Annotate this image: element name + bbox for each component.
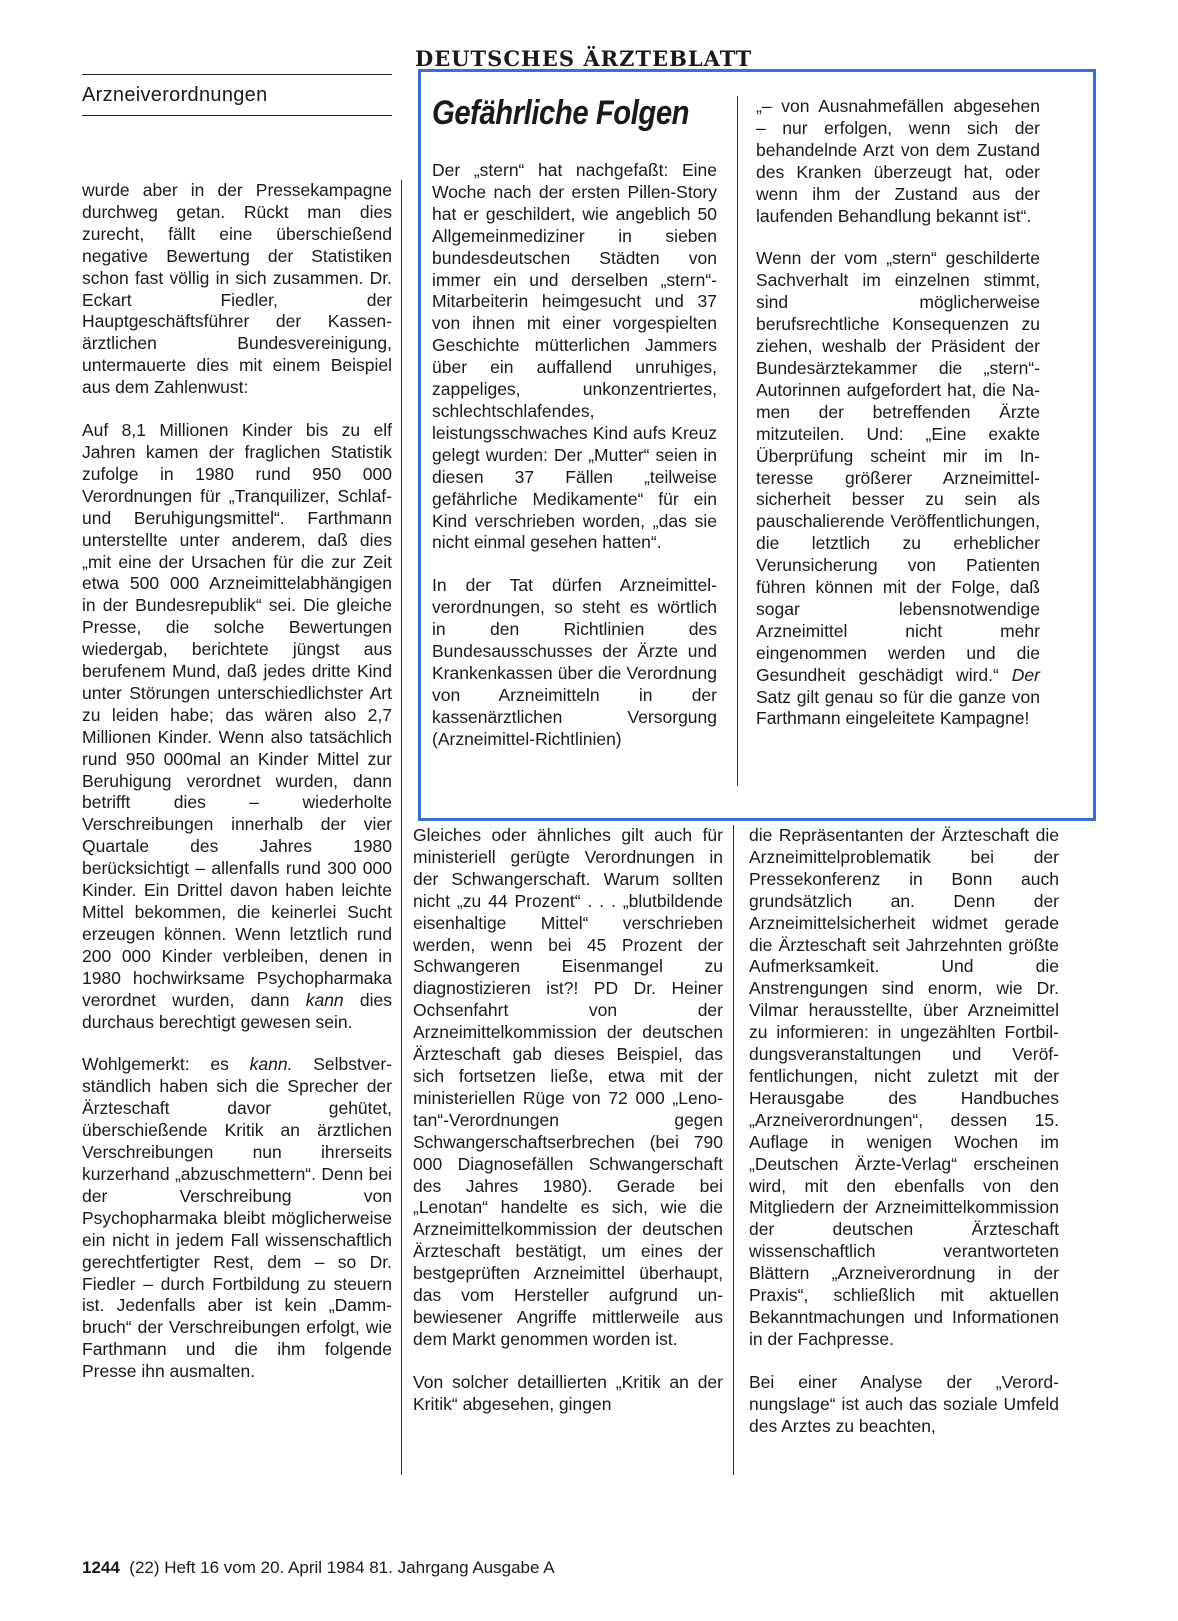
footer [82,1558,555,1578]
box-paragraph-4: Wenn der vom „stern“ geschilderte Sachverhalt im einzelnen stimmt, sind möglicherweise berufsrechtliche Konsequenzen zu ziehen, weshalb der Präsident der Bundesärztekammer die „stern“-Autorinnen aufgefordert hat, die Namen der betreffenden Ärzte mitzuteilen. Und: „Eine exakte Überprüfung scheint mir im Interesse größerer Arzneimittelsicherheit besser zu sein als pauschalierende Veröffentlichungen, die letztlich zu erheblicher Verunsicherung von Patienten führen können mit der Folge, daß sogar lebensnotwendige Arzneimittel nicht mehr eingenommen werden und die Gesundheit geschädigt wird.“ Der Satz gilt genau so für die ganze von Farthmann eingeleitete Kampagne! [756,248,1040,729]
box-paragraph-3: „– von Ausnahmefällen abgesehen – nur erfolgen, wenn sich der behandelnde Arzt von dem Zustand des Kranken überzeugt hat, oder wenn ihm der Zustand aus der laufenden Behandlung bekannt ist“. [756,96,1040,226]
middle-paragraph-2: Von solcher detaillierten „Kritik an der Kritik“ abgesehen, gingen [413,1371,723,1414]
box-title: Gefährliche Folgen [432,94,690,132]
page-number: 1244 [82,1558,120,1577]
box-column-divider [737,96,738,786]
column-divider-left [401,180,402,1475]
section-label: Arzneiverordnungen [82,84,268,106]
issue-info: (22) Heft 16 vom 20. April 1984 81. Jahrgang Ausgabe A [129,1558,555,1577]
header-rule-bottom [82,115,392,116]
right-paragraph-2: Bei einer Analyse der „Verordnungslage“ ist auch das soziale Umfeld des Arztes zu beachten, [749,1371,1059,1436]
box-column-1 [432,160,717,772]
box-column-2 [756,96,1040,751]
left-paragraph-2: Auf 8,1 Millionen Kinder bis zu elf Jahren kamen der fraglichen Statistik zufolge in 1980 rund 950 000 Verordnungen für „Tranquilizer, Schlaf- und Beruhigungsmittel“. Farthmann unterstellte unter anderem, daß dies „mit eine der Ursachen für die zur Zeit etwa 500 000 Arzneimittelabhängigen in der Bundesrepublik“ sei. Die gleiche Presse, die solche Bewertungen wiedergab, berichtete jüngst aus berufenem Mund, daß jedes dritte Kind unter Störungen unterschiedlichster Art zu leiden habe; das wären also 2,7 Millionen Kinder. Wenn also tatsächlich rund 950 000mal an Kinder Mittel zur Beruhigung verordnet wurden, dann betrifft dies – wiederholte Verschreibungen innerhalb der vier Quartale des Jahres 1980 berücksichtigt – allenfalls rund 300 000 Kinder. Ein Drittel davon haben leichte Mittel bekommen, die keinerlei Sucht erzeugen können. Wenn letztlich rund 200 000 Kinder verbleiben, denen in 1980 hochwirksame Psychopharmaka verordnet wurden, dann kann dies durchaus berechtigt gewesen sein. [82,420,392,1032]
middle-column [413,825,723,1437]
left-column [82,180,392,1404]
header-rule-top [82,74,392,75]
column-divider-right [733,825,734,1475]
left-paragraph-1: wurde aber in der Pressekampagne durchweg getan. Rückt man dies zurecht, fällt eine überschießend negative Bewertung der Statistiken schon fast völlig in sich zusammen. Dr. Eckart Fiedler, der Hauptgeschäftsführer der Kassenärztlichen Bundesvereinigung, untermauerte dies mit einem Beispiel aus dem Zahlenwust: [82,180,392,398]
right-paragraph-1: die Repräsentanten der Ärzteschaft die Arzneimittelproblematik bei der Pressekonferenz in Bonn auch grundsätzlich an. Denn der Arzneimittelsicherheit widmet gerade die Ärzteschaft seit Jahrzehnten größte Aufmerksamkeit. Und die Anstrengungen sind enorm, wie Dr. Vilmar herausstellte, über Arzneimittel zu informieren: in ungezählten Fortbildungsveranstaltungen und Veröffentlichungen, nicht zuletzt mit der Herausgabe des Handbuches „Arzneiverordnungen“, dessen 15. Auflage in wenigen Wochen im „Deutschen Ärzte-Verlag“ erscheinen wird, mit den ebenfalls von den Mitgliedern der Arzneimittelkommission der deutschen Ärzteschaft wissenschaftlich verantworteten Blättern „Arzneiverordnung in der Praxis“, schließlich mit aktuellen Bekanntmachungen und Informationen in der Fachpresse. [749,825,1059,1349]
right-column [749,825,1059,1458]
masthead: DEUTSCHES ÄRZTEBLATT [415,46,753,71]
box-paragraph-1: Der „stern“ hat nachgefaßt: Eine Woche nach der ersten Pillen-Story hat er geschildert, wie angeblich 50 Allgemeinmediziner in sieben bundesdeutschen Städten von immer ein und derselben „stern“-Mitarbeiterin heimgesucht und 37 von ihnen mit einer vorgespielten Geschichte mütterlichen Jammers über ein auffallend unruhiges, zappeliges, unkonzentriertes, schlechtschlafendes, leistungsschwaches Kind aufs Kreuz gelegt wurden: Der „Mutter“ seien in diesen 37 Fällen „teilweise gefährliche Medikamente“ für ein Kind verschrieben worden, „das sie nicht einmal gesehen hatten“. [432,160,717,553]
middle-paragraph-1: Gleiches oder ähnliches gilt auch für ministeriell gerügte Verordnungen in der Schwangerschaft. Warum sollten nicht „zu 44 Prozent“ . . . „blutbildende eisenhaltige Mittel“ verschrieben werden, wenn bei 45 Prozent der Schwangeren Eisenmangel zu diagnostizieren ist?! PD Dr. Heiner Ochsenfahrt von der Arzneimittelkommission der deutschen Ärzteschaft gab dieses Beispiel, das sich fortsetzen ließe, etwa mit der ministeriellen Rüge von 72 000 „Lenotan“-Verordnungen gegen Schwangerschaftserbrechen (bei 790 000 Diagnosefällen Schwangerschaft des Jahres 1980). Gerade bei „Lenotan“ handelte es sich, wie die Arzneimittelkommission der deutschen Ärzteschaft bestätigt, um eines der bestgeprüften Arzneimittel überhaupt, das vom Hersteller aufgrund unbewiesener Angriffe mittlerweile aus dem Markt genommen worden ist. [413,825,723,1349]
left-paragraph-3: Wohlgemerkt: es kann. Selbstverständlich haben sich die Sprecher der Ärzteschaft davor gehütet, überschießende Kritik an ärztlichen Verschreibungen nun ihrerseits kurzerhand „abzuschmettern“. Denn bei der Verschreibung von Psychopharmaka bleibt möglicherweise ein nicht in jedem Fall wissenschaftlich gerechtfertigter Rest, dem – so Dr. Fiedler – durch Fortbildung zu steuern ist. Jedenfalls aber ist kein „Dammbruch“ der Verschreibungen erfolgt, wie Farthmann und die ihm folgende Presse ihn ausmalten. [82,1054,392,1382]
box-paragraph-2: In der Tat dürfen Arzneimittelverordnungen, so steht es wörtlich in den Richtlinien des Bundesausschusses der Ärzte und Krankenkassen über die Verordnung von Arzneimitteln in der kassenärztlichen Versorgung (Arzneimittel-Richtlinien) [432,575,717,749]
